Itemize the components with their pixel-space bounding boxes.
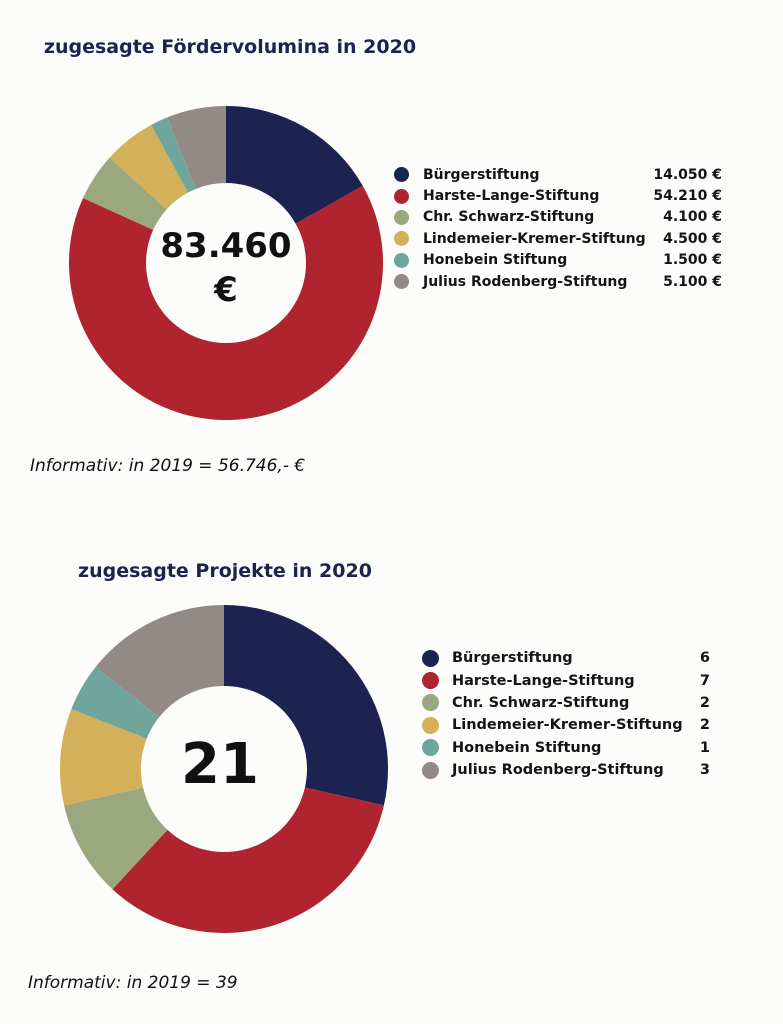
center-total-unit: €	[214, 270, 238, 310]
legend-swatch	[422, 762, 439, 779]
legend-value: 5.100 €	[663, 273, 722, 290]
legend-item	[422, 714, 722, 736]
slice-harste-lange-stiftung	[112, 787, 383, 933]
legend-value: 14.050 €	[653, 166, 722, 183]
legend-item	[394, 271, 734, 292]
legend-value: 6	[699, 650, 710, 667]
legend-label: Bürgerstiftung	[423, 166, 540, 183]
legend-value: 1.500 €	[663, 252, 722, 269]
legend	[394, 164, 734, 292]
funding-volume-chart	[0, 0, 783, 500]
legend-value: 1	[699, 739, 710, 756]
legend-label: Lindemeier-Kremer-Stiftung	[452, 717, 683, 734]
info-note: Informativ: in 2019 = 39	[28, 973, 238, 993]
center-total-label: 21	[181, 732, 259, 797]
center-total-value: 83.460	[160, 226, 292, 266]
legend-swatch	[394, 167, 409, 182]
legend-item	[394, 207, 734, 228]
legend-value: 2	[699, 717, 710, 734]
legend-value: 54.210 €	[653, 188, 722, 205]
legend-value: 2	[699, 694, 710, 711]
legend-item	[422, 737, 722, 759]
legend-label: Harste-Lange-Stiftung	[423, 188, 600, 205]
legend-value: 7	[699, 672, 710, 689]
legend-label: Julius Rodenberg-Stiftung	[452, 762, 664, 779]
legend-label: Honebein Stiftung	[423, 252, 568, 269]
legend-value: 4.500 €	[663, 230, 722, 247]
legend	[422, 647, 722, 781]
legend-value: 3	[699, 762, 710, 779]
legend-item	[394, 185, 734, 206]
legend-item	[394, 164, 734, 185]
legend-value: 4.100 €	[663, 209, 722, 226]
chart-title: zugesagte Projekte in 2020	[78, 560, 372, 582]
projects-chart	[0, 520, 783, 1024]
legend-swatch	[422, 739, 439, 756]
legend-item	[422, 647, 722, 669]
legend-label: Honebein Stiftung	[452, 739, 602, 756]
legend-label: Julius Rodenberg-Stiftung	[423, 273, 628, 290]
legend-label: Lindemeier-Kremer-Stiftung	[423, 230, 646, 247]
info-note: Informativ: in 2019 = 56.746,- €	[30, 456, 306, 476]
legend-item	[422, 692, 722, 714]
legend-swatch	[422, 672, 439, 689]
legend-swatch	[394, 210, 409, 225]
legend-item	[394, 228, 734, 249]
legend-swatch	[394, 253, 409, 268]
legend-swatch	[422, 650, 439, 667]
legend-label: Bürgerstiftung	[452, 650, 573, 667]
legend-swatch	[394, 189, 409, 204]
legend-swatch	[394, 274, 409, 289]
legend-label: Harste-Lange-Stiftung	[452, 672, 635, 689]
donut-chart	[0, 0, 460, 440]
legend-item	[422, 669, 722, 691]
legend-item	[394, 250, 734, 271]
legend-item	[422, 759, 722, 781]
chart-title: zugesagte Fördervolumina in 2020	[43, 36, 417, 58]
legend-swatch	[394, 231, 409, 246]
legend-label: Chr. Schwarz-Stiftung	[423, 209, 595, 226]
legend-label: Chr. Schwarz-Stiftung	[452, 694, 630, 711]
legend-swatch	[422, 694, 439, 711]
center-total-label	[143, 224, 309, 312]
legend-swatch	[422, 717, 439, 734]
